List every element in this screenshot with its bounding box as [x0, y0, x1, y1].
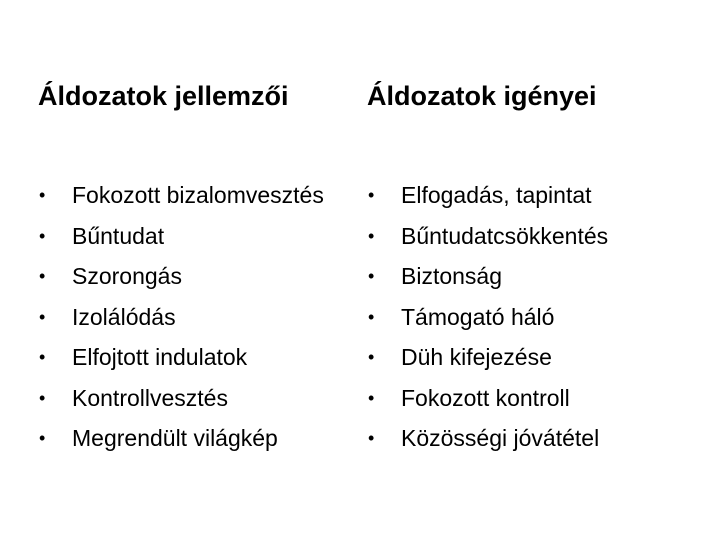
list-item [38, 216, 324, 257]
bullet-icon: • [39, 225, 46, 246]
bullet-icon: • [39, 185, 46, 205]
list-item-text: Düh kifejezése [401, 344, 552, 370]
bullet-icon: • [368, 306, 375, 327]
list-item-text: Bűntudatcsökkentés [401, 222, 609, 249]
bullet-icon: • [39, 266, 46, 286]
list-item-text: Elfogadás, tapintat [401, 182, 592, 208]
bullet-icon: • [368, 225, 375, 246]
list-item-text: Támogató háló [401, 303, 555, 330]
list-item [38, 256, 324, 297]
bullet-icon: • [39, 306, 46, 327]
list-item [367, 337, 608, 378]
bullet-icon: • [368, 347, 375, 367]
list-item [367, 297, 608, 338]
list-item [38, 297, 324, 338]
bullet-icon: • [39, 428, 46, 448]
list-item [367, 175, 608, 216]
right-heading: Áldozatok igényei [367, 81, 597, 111]
list-item [367, 256, 608, 297]
bullet-icon: • [368, 185, 375, 205]
list-item-text: Megrendült világkép [72, 425, 278, 451]
list-item-text: Biztonság [401, 263, 503, 289]
left-bullet-list [38, 175, 324, 459]
list-item-text: Fokozott bizalomvesztés [72, 182, 324, 208]
right-bullet-list [367, 175, 608, 459]
list-item-text: Fokozott kontroll [401, 384, 570, 411]
list-item [367, 216, 608, 257]
list-item-text: Bűntudat [72, 222, 165, 249]
list-item-text: Közösségi jóvátétel [401, 425, 600, 451]
list-item-text: Elfojtott indulatok [72, 344, 248, 370]
list-item [38, 337, 324, 378]
list-item [38, 378, 324, 419]
list-item-text: Szorongás [72, 263, 182, 289]
list-item [38, 418, 324, 459]
list-item [367, 418, 608, 459]
bullet-icon: • [39, 347, 46, 367]
bullet-icon: • [368, 387, 375, 408]
list-item [367, 378, 608, 419]
bullet-icon: • [368, 428, 375, 448]
bullet-icon: • [39, 387, 46, 408]
bullet-icon: • [368, 266, 375, 286]
list-item-text: Izolálódás [72, 303, 176, 330]
list-item [38, 175, 324, 216]
left-heading: Áldozatok jellemzői [38, 81, 289, 111]
list-item-text: Kontrollvesztés [72, 384, 228, 411]
